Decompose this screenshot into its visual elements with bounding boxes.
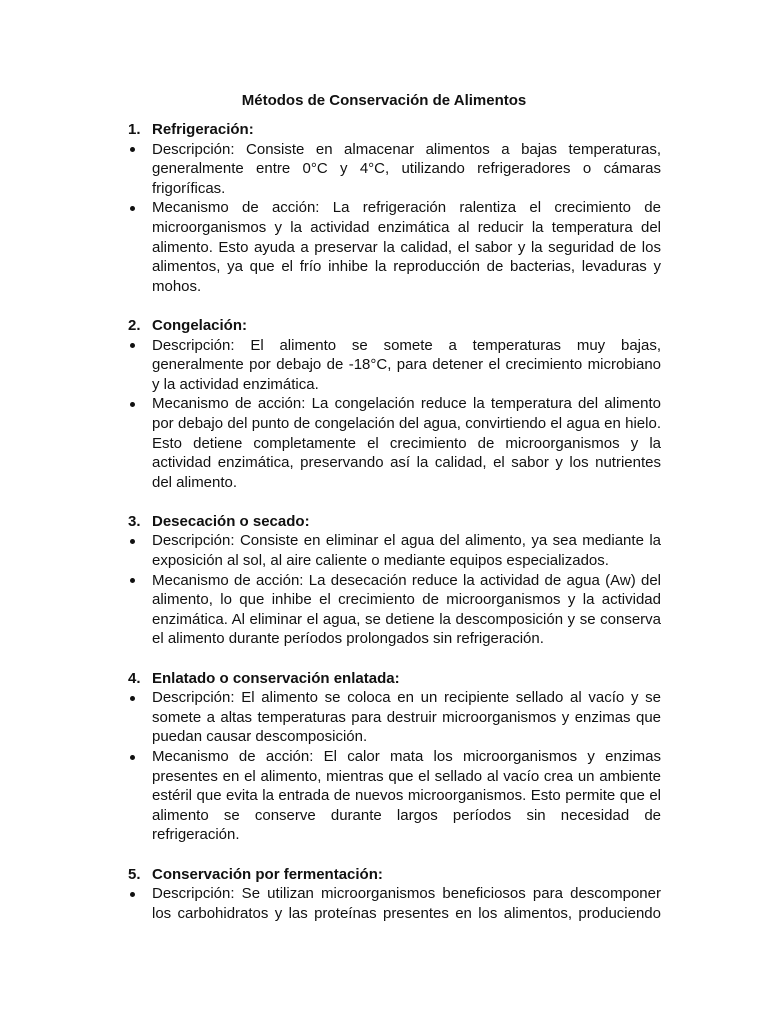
section-number: 4.	[128, 669, 141, 687]
section-number: 1.	[128, 121, 141, 138]
bullet-icon	[128, 394, 152, 492]
section-heading	[128, 865, 661, 885]
section-title: Conservación por fermentación:	[152, 865, 383, 883]
section-title: Enlatado o conservación enlatada:	[152, 669, 400, 687]
section-title: Desecación o secado:	[152, 512, 310, 530]
list-item	[128, 884, 661, 923]
section-heading	[128, 512, 661, 532]
bullet-icon	[128, 336, 152, 395]
section-title: Congelación:	[152, 316, 248, 334]
list-item	[128, 747, 661, 845]
section-number: 5.	[128, 865, 141, 883]
list-item-text: Mecanismo de acción: El calor mata los microorganismos y enzimas presentes en el alimento, mientras que el sellado al vacío crea un ambiente estéril que evita la entrada de nuevos microorganismos. Esto permite que el alimento se conserve durante largos períodos sin necesidad de refrigeración.	[152, 748, 661, 844]
list-item	[128, 336, 661, 395]
list-item-text: Descripción: Consiste en eliminar el agua del alimento, ya sea mediante la exposición al sol, al aire caliente o mediante equipos especializados.	[152, 532, 661, 570]
list-item	[128, 688, 661, 747]
list-item-text: Descripción: El alimento se somete a temperaturas muy bajas, generalmente por debajo de -18°C, para detener el crecimiento microbiano y la actividad enzimática.	[152, 336, 661, 393]
list-item-text: Mecanismo de acción: La congelación reduce la temperatura del alimento por debajo del punto de congelación del agua, convirtiendo el agua en hielo. Esto detiene completamente el crecimiento de microorganismos y la actividad enzimática, preservando así la calidad, el sabor y los nutrientes del alimento.	[152, 395, 661, 491]
list-item-text: Descripción: El alimento se coloca en un recipiente sellado al vacío y se somete a altas temperaturas para destruir microorganismos y enzimas que puedan causar descomposición.	[152, 689, 661, 746]
section-fermentacion	[128, 865, 661, 924]
list-item-text: Mecanismo de acción: La desecación reduce la actividad de agua (Aw) del alimento, lo que inhibe el crecimiento de microorganismos y la actividad enzimática. Al eliminar el agua, se detiene la descomposición y se conserva el alimento durante períodos prolongados sin refrigeración.	[152, 571, 661, 648]
section-title: Refrigeración:	[152, 121, 254, 138]
list-item	[128, 531, 661, 570]
section-refrigeracion	[128, 120, 661, 296]
bullet-icon	[128, 571, 152, 649]
document-title: Métodos de Conservación de Alimentos	[241, 92, 527, 109]
list-item	[128, 140, 661, 199]
bullet-icon	[128, 531, 152, 570]
list-item-text: Descripción: Se utilizan microorganismos beneficiosos para descomponer los carbohidratos y las proteínas presentes en los alimentos, produciendo	[152, 885, 661, 922]
list-item	[128, 571, 661, 649]
bullet-icon	[128, 140, 152, 199]
bullet-icon	[128, 688, 152, 747]
section-heading	[128, 120, 661, 140]
section-heading	[128, 669, 661, 689]
list-item	[128, 198, 661, 296]
section-enlatado	[128, 669, 661, 845]
bullet-icon	[128, 747, 152, 845]
section-desecacion	[128, 512, 661, 649]
bullet-icon	[128, 884, 152, 923]
document-body	[128, 120, 661, 943]
bullet-icon	[128, 198, 152, 296]
list-item-text: Mecanismo de acción: La refrigeración ralentiza el crecimiento de microorganismos y la actividad enzimática al reducir la temperatura del alimento. Esto ayuda a preservar la calidad, el sabor y la seguridad de los alimentos, ya que el frío inhibe la reproducción de bacterias, levaduras y mohos.	[152, 199, 661, 295]
section-number: 2.	[128, 316, 141, 334]
list-item-text: Descripción: Consiste en almacenar alimentos a bajas temperaturas, generalmente entre 0°C y 4°C, utilizando refrigeradores o cámaras frigoríficas.	[152, 140, 661, 197]
list-item	[128, 394, 661, 492]
section-congelacion	[128, 316, 661, 492]
section-heading	[128, 316, 661, 336]
section-number: 3.	[128, 512, 141, 530]
